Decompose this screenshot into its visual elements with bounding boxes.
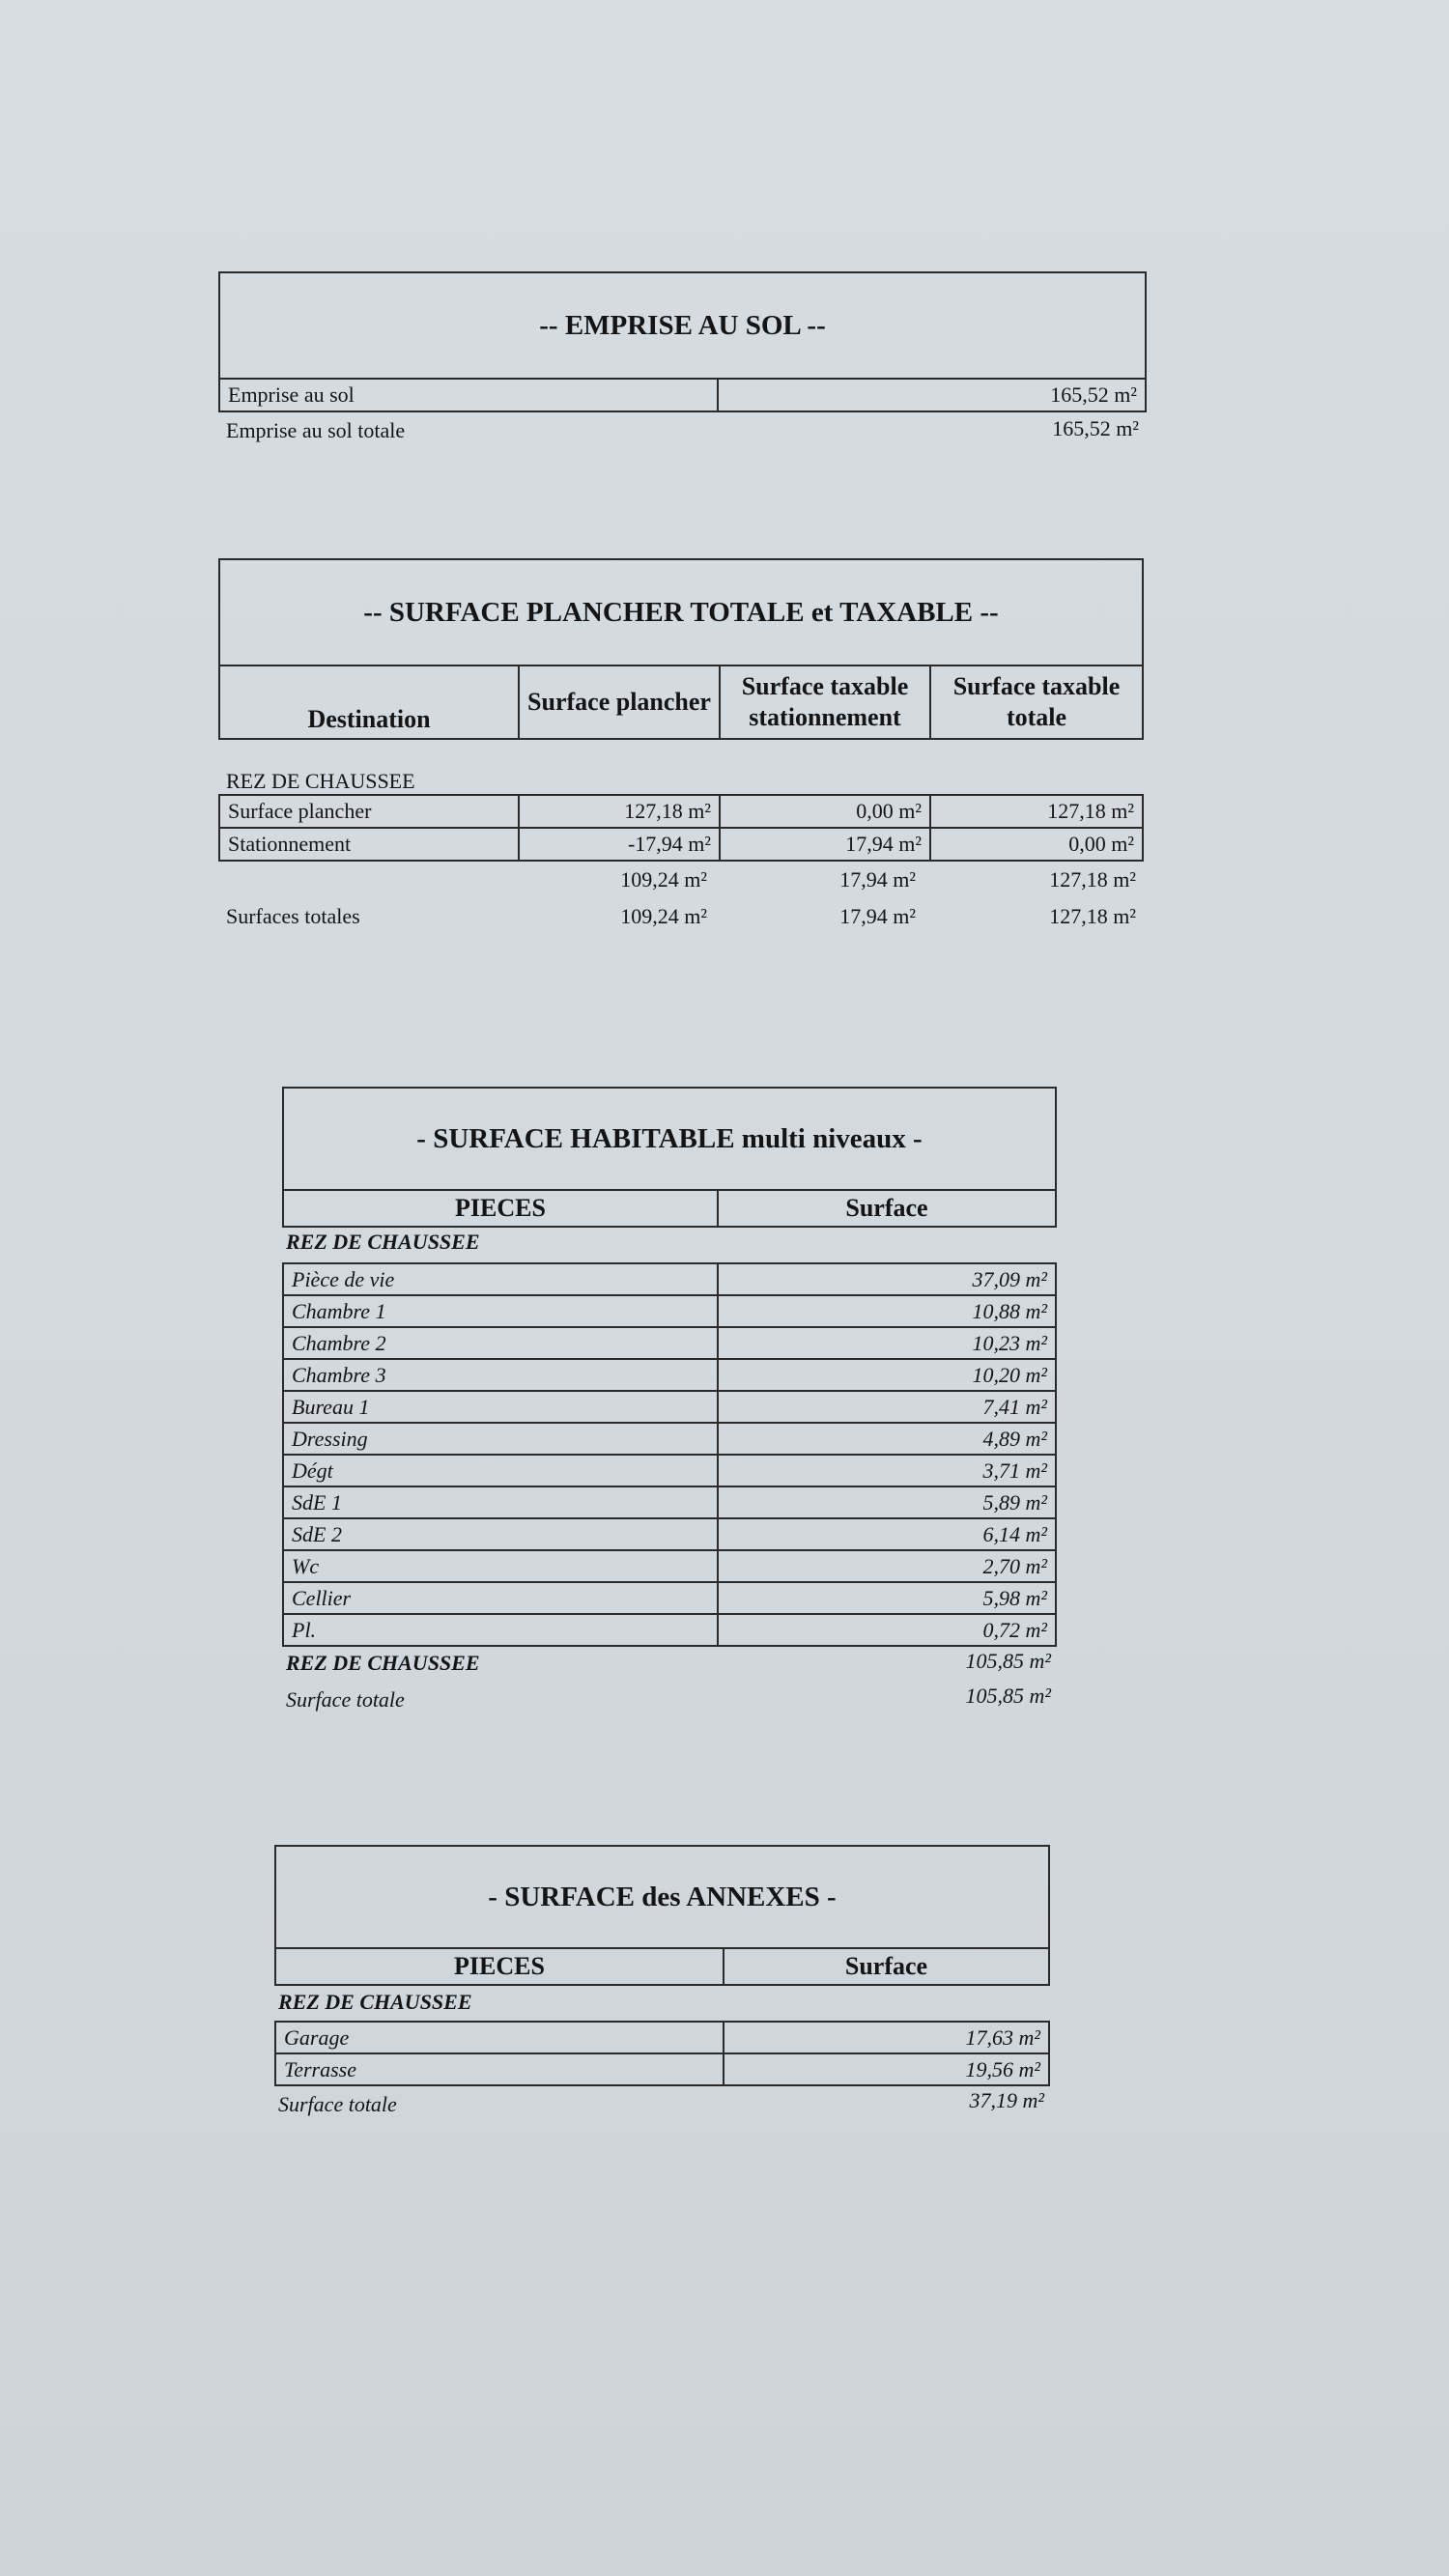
emprise-total-label: Emprise au sol totale: [226, 418, 406, 442]
room-name: Chambre 2: [283, 1327, 718, 1359]
room-name: SdE 1: [283, 1486, 718, 1518]
room-name: SdE 2: [283, 1518, 718, 1550]
room-name: Terrasse: [275, 2053, 724, 2085]
annexes-title: - SURFACE des ANNEXES -: [275, 1846, 1049, 1948]
emprise-row-value: 165,52 m²: [718, 379, 1146, 411]
annexes-total-value: 37,19 m²: [969, 2088, 1044, 2112]
row-label: Surface plancher: [219, 795, 519, 828]
habitable-header-table: [282, 1087, 1057, 1228]
annexes-level: REZ DE CHAUSSEE: [278, 1990, 472, 2014]
table-row: [219, 828, 1143, 861]
room-surface: 19,56 m²: [724, 2053, 1049, 2085]
table-row: [283, 1486, 1056, 1518]
room-name: Dressing: [283, 1423, 718, 1455]
room-name: Cellier: [283, 1582, 718, 1614]
emprise-total-value: 165,52 m²: [1052, 416, 1139, 440]
habitable-section: [282, 1087, 1057, 1716]
header-pieces: PIECES: [283, 1190, 718, 1227]
habitable-level-total-label: REZ DE CHAUSSEE: [286, 1651, 480, 1675]
table-row: [283, 1359, 1056, 1391]
header-pieces: PIECES: [275, 1948, 724, 1985]
header-surface: Surface: [724, 1948, 1049, 1985]
cell-totale: 0,00 m²: [930, 828, 1143, 861]
table-row: [283, 1455, 1056, 1486]
room-surface: 0,72 m²: [718, 1614, 1056, 1646]
annexes-total-label: Surface totale: [278, 2092, 397, 2116]
habitable-rooms-table: [282, 1262, 1057, 1647]
plancher-header-table: [218, 558, 1144, 740]
table-row: [219, 795, 1143, 828]
table-row: [283, 1614, 1056, 1646]
header-surface-plancher: Surface plancher: [519, 665, 720, 739]
emprise-title: -- EMPRISE AU SOL --: [219, 272, 1146, 379]
table-row: [275, 2022, 1049, 2053]
table-row: [283, 1423, 1056, 1455]
room-surface: 5,89 m²: [718, 1486, 1056, 1518]
room-name: Pl.: [283, 1614, 718, 1646]
room-surface: 10,20 m²: [718, 1359, 1056, 1391]
table-row: [283, 1582, 1056, 1614]
emprise-section: [218, 271, 1147, 447]
total-row: [218, 898, 1144, 935]
annexes-rooms-table: [274, 2021, 1050, 2086]
room-surface: 5,98 m²: [718, 1582, 1056, 1614]
table-row: [275, 2053, 1049, 2085]
annexes-header-table: [274, 1845, 1050, 1986]
cell-totale: 127,18 m²: [930, 795, 1143, 828]
room-name: Pièce de vie: [283, 1263, 718, 1295]
emprise-table: [218, 271, 1147, 412]
table-row: [283, 1518, 1056, 1550]
header-taxable-totale: Surface taxable totale: [930, 665, 1143, 739]
total-totale: 127,18 m²: [1049, 904, 1136, 928]
header-taxable-stationnement: Surface taxable stationnement: [720, 665, 930, 739]
room-name: Dégt: [283, 1455, 718, 1486]
habitable-total-label: Surface totale: [286, 1687, 405, 1712]
cell-plancher: 127,18 m²: [519, 795, 720, 828]
room-surface: 6,14 m²: [718, 1518, 1056, 1550]
room-surface: 7,41 m²: [718, 1391, 1056, 1423]
table-row: [283, 1391, 1056, 1423]
row-label: Stationnement: [219, 828, 519, 861]
room-name: Wc: [283, 1550, 718, 1582]
room-surface: 10,23 m²: [718, 1327, 1056, 1359]
room-surface: 17,63 m²: [724, 2022, 1049, 2053]
room-surface: 3,71 m²: [718, 1455, 1056, 1486]
habitable-title: - SURFACE HABITABLE multi niveaux -: [283, 1088, 1056, 1190]
emprise-row-label: Emprise au sol: [219, 379, 718, 411]
total-label: Surfaces totales: [226, 904, 360, 928]
table-row: [283, 1263, 1056, 1295]
subtotal-row: [218, 862, 1144, 898]
room-surface: 37,09 m²: [718, 1263, 1056, 1295]
total-stationnement: 17,94 m²: [839, 904, 916, 928]
room-name: Chambre 1: [283, 1295, 718, 1327]
table-row: [219, 379, 1146, 411]
cell-stationnement: 17,94 m²: [720, 828, 930, 861]
table-row: [283, 1295, 1056, 1327]
habitable-level: REZ DE CHAUSSEE: [286, 1230, 480, 1254]
subtotal-plancher: 109,24 m²: [620, 867, 707, 892]
total-plancher: 109,24 m²: [620, 904, 707, 928]
header-surface: Surface: [718, 1190, 1056, 1227]
room-name: Garage: [275, 2022, 724, 2053]
habitable-level-total-value: 105,85 m²: [965, 1649, 1051, 1673]
habitable-total-value: 105,85 m²: [965, 1684, 1051, 1708]
subtotal-totale: 127,18 m²: [1049, 867, 1136, 892]
subtotal-stationnement: 17,94 m²: [839, 867, 916, 892]
plancher-level: REZ DE CHAUSSEE: [226, 769, 415, 793]
annexes-section: [274, 1845, 1050, 2121]
plancher-totals: [218, 862, 1144, 935]
room-name: Bureau 1: [283, 1391, 718, 1423]
plancher-section: [218, 558, 1144, 935]
cell-stationnement: 0,00 m²: [720, 795, 930, 828]
header-destination: Destination: [219, 665, 519, 739]
room-name: Chambre 3: [283, 1359, 718, 1391]
cell-plancher: -17,94 m²: [519, 828, 720, 861]
room-surface: 10,88 m²: [718, 1295, 1056, 1327]
room-surface: 4,89 m²: [718, 1423, 1056, 1455]
room-surface: 2,70 m²: [718, 1550, 1056, 1582]
plancher-data-table: [218, 794, 1144, 862]
plancher-title: -- SURFACE PLANCHER TOTALE et TAXABLE --: [219, 559, 1143, 665]
table-row: [283, 1327, 1056, 1359]
table-row: [283, 1550, 1056, 1582]
